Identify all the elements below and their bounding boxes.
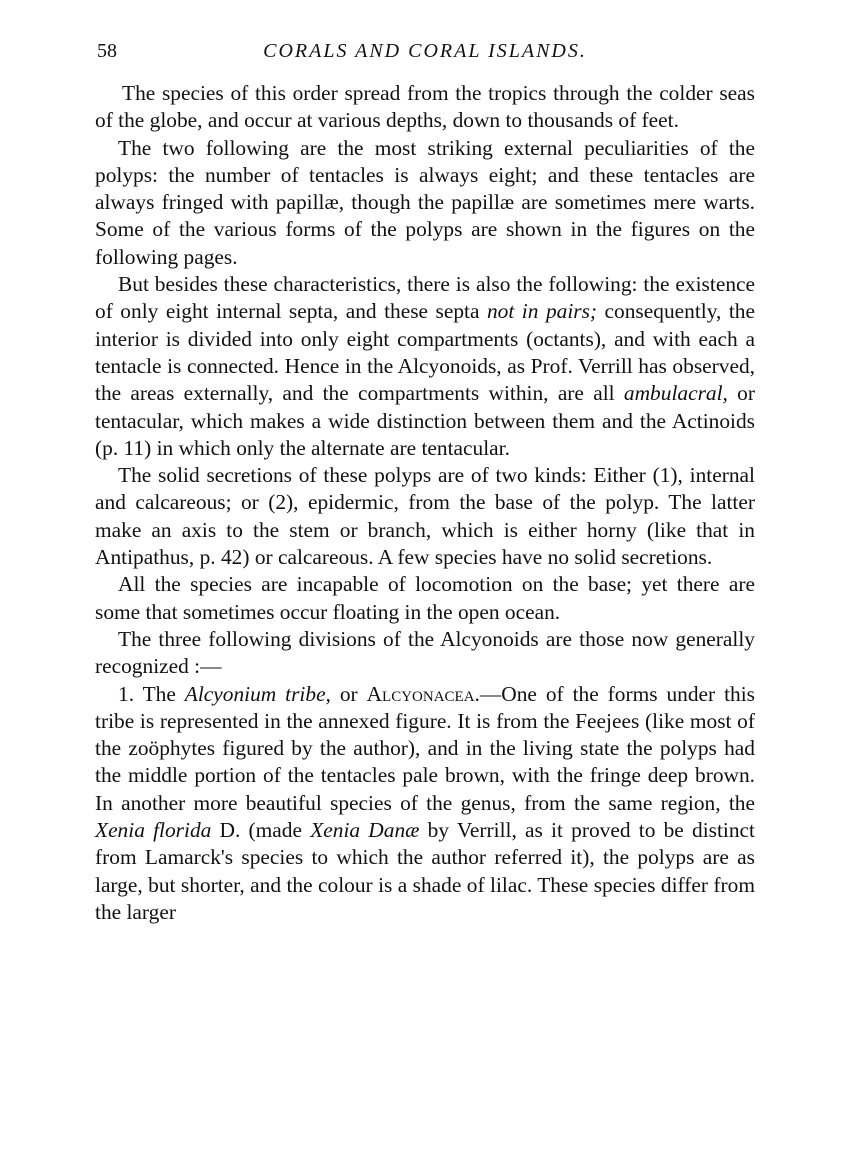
page-header	[95, 40, 755, 70]
paragraph-locomotion	[95, 571, 755, 626]
paragraph-text: The two following are the most striking external peculiarities of the polyps: the number of tentacles is always eight; and these tentacles are always fringed with papillæ, though the papillæ are sometimes mere warts. Some of the various forms of the polyps are shown in the figures on the following pages.	[95, 135, 755, 269]
body-text	[95, 80, 755, 926]
paragraph-text: consequently, the interior is divided into only eight compartments (octants), and with each a tentacle is connected. Hence in the Alcyonoids, as Prof. Verrill has observed, the areas externally, and the compartments within, are all	[95, 299, 755, 406]
italic-phrase: not in pairs;	[486, 299, 598, 324]
paragraph-text: or	[330, 681, 367, 706]
paragraph-alcyonium-tribe	[95, 681, 755, 927]
paragraph-text: But besides these characteristics, there is also the following: the existence of only eight internal septa, and these septa	[95, 272, 755, 324]
italic-term: ambulacral,	[623, 381, 728, 406]
paragraph-text: The three following divisions of the Alcyonoids are those now generally recognized :—	[95, 626, 755, 679]
page-number: 58	[97, 40, 117, 62]
paragraph-distribution	[95, 80, 755, 135]
paragraph-text: 1. The	[118, 681, 185, 706]
paragraph-text: The solid secretions of these polyps are of two kinds: Either (1), internal and calcareous; or (2), epidermic, from the base of the polyp. The latter make an axis to the stem or branch, which is either horny (like that in Antipathus, p. 42) or calcareous. A few species have no solid secretions.	[95, 463, 755, 570]
italic-term: Alcyonium tribe,	[184, 681, 331, 706]
paragraph-text: All the species are incapable of locomotion on the base; yet there are some that sometimes occur floating in the open ocean.	[95, 572, 755, 624]
small-caps-term: Alcyonacea	[366, 681, 475, 706]
paragraph-septa	[95, 271, 755, 462]
paragraph-text: by Verrill, as it proved to be distinct from Lamarck's species to which the author referred it), the polyps are as large, but shorter, and the colour is a shade of lilac. These species differ from the larger	[95, 818, 755, 924]
running-title: CORALS AND CORAL ISLANDS.	[263, 40, 587, 62]
paragraph-text: The species of this order spread from the tropics through the colder seas of the globe, and occur at various depths, down to thousands of feet.	[95, 81, 755, 133]
italic-species-name: Xenia Danæ	[310, 818, 420, 843]
paragraph-text: or tentacular, which makes a wide distinction between them and the Actinoids (p. 11) in which only the alternate are tentacular.	[95, 381, 756, 460]
italic-species-name: Xenia florida	[95, 818, 212, 843]
paragraph-secretions	[95, 462, 755, 571]
paragraph-divisions	[95, 626, 755, 681]
paragraph-text: D. (made	[211, 818, 311, 843]
paragraph-peculiarities	[95, 135, 755, 271]
paragraph-text: .—One of the forms under this tribe is represented in the annexed figure. It is from the Feejees (like most of the zoöphytes figured by the author), and in the living state the polyps had the middle portion of the tentacles pale brown, with the fringe deep brown. In another more beautiful species of the genus, from the same region, the	[95, 681, 756, 815]
